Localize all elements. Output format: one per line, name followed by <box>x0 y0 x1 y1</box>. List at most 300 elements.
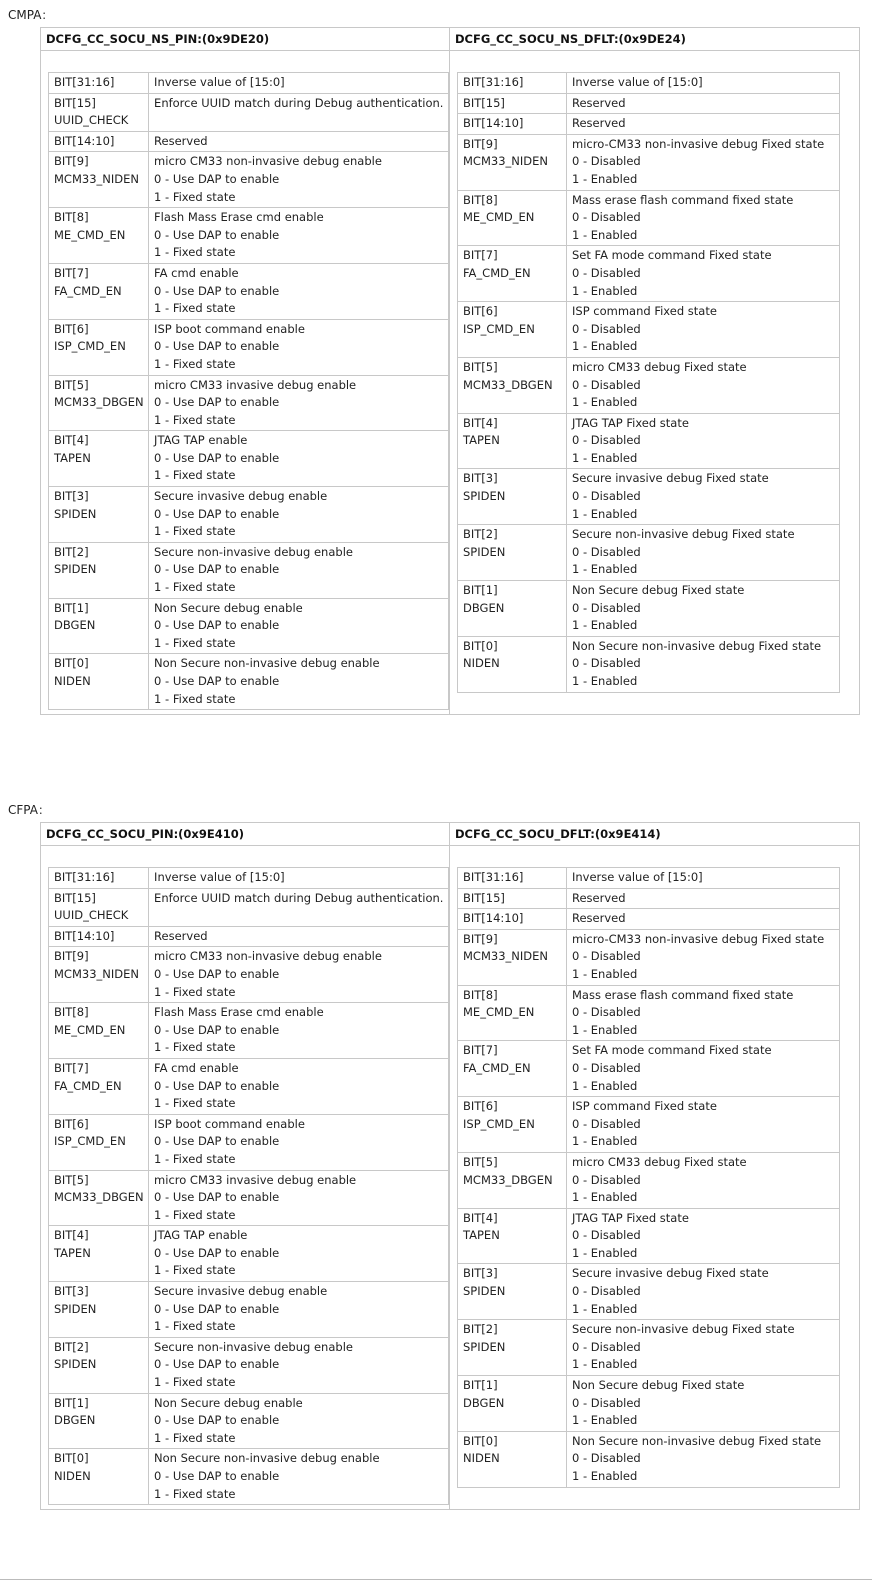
bit-name-cell <box>458 1041 567 1097</box>
bit-name-cell <box>49 1058 149 1114</box>
bit-name-line: TAPEN <box>463 433 500 448</box>
bit-description-line: 0 - Use DAP to enable <box>154 562 280 577</box>
bit-name-cell <box>49 1393 149 1449</box>
bit-row <box>49 152 449 208</box>
bit-description-line: Non Secure debug Fixed state <box>572 583 745 598</box>
bit-description-cell <box>567 1097 840 1153</box>
bit-name-line: BIT[2] <box>54 1339 89 1354</box>
bit-description-line: Inverse value of [15:0] <box>572 870 703 884</box>
bit-name-line: BIT[3] <box>463 1266 498 1281</box>
bit-description-line: 1 - Enabled <box>572 1190 638 1205</box>
bit-description-line: 1 - Enabled <box>572 1078 638 1093</box>
bit-name-cell <box>49 868 149 889</box>
bit-description-line: 0 - Use DAP to enable <box>154 395 280 410</box>
bit-row <box>458 114 840 135</box>
bit-name-line: SPIDEN <box>463 544 506 559</box>
bit-description-line: 1 - Fixed state <box>154 356 236 371</box>
bit-description-cell <box>149 1449 449 1505</box>
bit-name-line: NIDEN <box>54 674 91 688</box>
bit-description-cell <box>567 357 840 413</box>
bit-description-line: Non Secure non-invasive debug Fixed state <box>572 638 822 653</box>
bit-description-line: Inverse value of [15:0] <box>154 870 285 884</box>
bit-description-line: 1 - Enabled <box>572 339 638 354</box>
bit-name-cell <box>49 131 149 152</box>
bit-name-line: NIDEN <box>463 1451 500 1466</box>
bit-name-line: BIT[9] <box>54 154 89 169</box>
bit-name-line: BIT[31:16] <box>54 75 115 89</box>
bit-name-cell <box>458 1208 567 1264</box>
bit-description-line: 0 - Disabled <box>572 321 641 336</box>
bit-row <box>458 868 840 889</box>
bit-row <box>49 1282 449 1338</box>
bit-name-line: NIDEN <box>463 656 500 671</box>
bit-description-line: 1 - Fixed state <box>154 1040 236 1055</box>
bit-name-line: BIT[5] <box>54 377 89 392</box>
bit-description-line: 0 - Disabled <box>572 433 641 448</box>
bit-name-cell <box>458 1097 567 1153</box>
bit-name-cell <box>458 868 567 889</box>
bit-description-line: JTAG TAP Fixed state <box>572 1210 689 1225</box>
bit-name-line: BIT[2] <box>463 1322 498 1337</box>
bit-name-cell <box>458 1376 567 1432</box>
bit-name-line: BIT[4] <box>54 433 89 448</box>
bit-description-cell <box>149 1393 449 1449</box>
bit-description-line: Reserved <box>572 911 626 926</box>
bit-name-cell <box>49 1337 149 1393</box>
bit-name-cell <box>458 246 567 302</box>
bit-description-cell <box>149 888 449 926</box>
bit-name-line: BIT[14:10] <box>463 116 524 131</box>
bit-row <box>458 1041 840 1097</box>
bit-description-cell <box>149 868 449 889</box>
bit-name-line: BIT[1] <box>463 1378 498 1393</box>
bit-row <box>458 246 840 302</box>
bit-description-line: 0 - Use DAP to enable <box>154 283 280 298</box>
cmpa-register-panel <box>40 27 860 715</box>
bit-name-cell <box>458 1264 567 1320</box>
bit-description-cell <box>149 1226 449 1282</box>
bit-row <box>458 73 840 94</box>
bit-description-cell <box>149 208 449 264</box>
bit-description-line: 1 - Fixed state <box>154 301 236 316</box>
section-label-cmpa: CMPA： <box>8 8 54 22</box>
bit-description-line: 1 - Enabled <box>572 1301 638 1316</box>
bit-name-line: MCM33_NIDEN <box>54 171 139 186</box>
bit-name-line: SPIDEN <box>463 1284 506 1299</box>
bit-name-line: BIT[8] <box>463 192 498 207</box>
bit-description-line: 1 - Enabled <box>572 506 638 521</box>
bit-row <box>49 947 449 1003</box>
bit-row <box>458 985 840 1041</box>
bit-name-cell <box>458 73 567 94</box>
bit-description-line: Mass erase flash command fixed state <box>572 987 794 1002</box>
bit-description-line: Enforce UUID match during Debug authentication. <box>154 95 444 110</box>
bit-description-line: 1 - Enabled <box>572 562 638 577</box>
bit-name-line: BIT[8] <box>463 987 498 1002</box>
bit-name-cell <box>458 1320 567 1376</box>
bit-row <box>49 1170 449 1226</box>
bit-description-line: 0 - Use DAP to enable <box>154 1357 280 1372</box>
bit-description-line: 1 - Fixed state <box>154 1263 236 1278</box>
bit-description-cell <box>567 114 840 135</box>
bit-description-line: Set FA mode command Fixed state <box>572 248 772 263</box>
bit-name-line: BIT[31:16] <box>54 870 115 884</box>
bit-name-cell <box>458 909 567 930</box>
bit-description-line: 1 - Fixed state <box>154 580 236 595</box>
bit-description-cell <box>567 868 840 889</box>
bit-row <box>458 909 840 930</box>
bit-row <box>458 469 840 525</box>
bit-description-cell <box>567 1041 840 1097</box>
bit-description-line: 1 - Fixed state <box>154 189 236 204</box>
bit-description-cell <box>149 487 449 543</box>
bit-description-line: Non Secure debug Fixed state <box>572 1378 745 1393</box>
bit-description-cell <box>149 598 449 654</box>
bit-description-line: 0 - Use DAP to enable <box>154 674 280 688</box>
bit-description-line: 0 - Disabled <box>572 1284 641 1299</box>
bit-name-line: ME_CMD_EN <box>54 227 126 242</box>
bit-description-line: Reserved <box>154 928 208 943</box>
bit-name-line: BIT[1] <box>54 600 89 615</box>
bit-name-cell <box>49 208 149 264</box>
bit-description-cell <box>149 131 449 152</box>
bit-row <box>458 357 840 413</box>
bit-description-line: Non Secure non-invasive debug Fixed state <box>572 1433 822 1448</box>
cmpa-dflt-bit-table <box>457 72 840 693</box>
bit-row <box>49 131 449 152</box>
bit-row <box>49 431 449 487</box>
bit-name-line: BIT[15] <box>463 95 505 110</box>
bit-description-cell <box>149 654 449 710</box>
bit-row <box>49 598 449 654</box>
bit-description-cell <box>567 73 840 94</box>
bit-description-cell <box>149 1337 449 1393</box>
bit-description-cell <box>149 947 449 1003</box>
bit-description-line: Non Secure non-invasive debug enable <box>154 656 380 671</box>
bit-description-line: JTAG TAP enable <box>154 1228 248 1243</box>
bit-description-line: 1 - Enabled <box>572 283 638 298</box>
bit-name-line: MCM33_DBGEN <box>463 377 553 392</box>
bit-row <box>458 1431 840 1487</box>
bit-name-cell <box>49 1003 149 1059</box>
bit-description-cell <box>149 1170 449 1226</box>
cfpa-pin-bit-table <box>48 867 449 1505</box>
bit-description-line: 1 - Enabled <box>572 618 638 633</box>
bit-description-line: Secure invasive debug enable <box>154 489 328 504</box>
bit-row <box>458 929 840 985</box>
bit-name-line: NIDEN <box>54 1469 91 1483</box>
bit-name-cell <box>49 152 149 208</box>
bit-name-cell <box>49 888 149 926</box>
bit-name-line: SPIDEN <box>54 1357 97 1372</box>
cfpa-pin-column <box>41 823 450 1509</box>
bit-description-cell <box>149 926 449 947</box>
bit-name-line: BIT[6] <box>463 1099 498 1114</box>
bit-description-cell <box>149 263 449 319</box>
bit-description-cell <box>149 1058 449 1114</box>
bit-name-cell <box>49 319 149 375</box>
bit-name-line: SPIDEN <box>54 562 97 577</box>
bit-description-cell <box>567 581 840 637</box>
bit-description-line: 0 - Disabled <box>572 1172 641 1187</box>
bit-name-line: TAPEN <box>54 1245 91 1260</box>
bit-description-cell <box>567 525 840 581</box>
bottom-divider <box>0 1579 872 1580</box>
bit-name-line: BIT[7] <box>54 265 89 280</box>
bit-name-line: TAPEN <box>54 450 91 465</box>
bit-name-line: FA_CMD_EN <box>54 1078 122 1093</box>
bit-row <box>49 1393 449 1449</box>
bit-description-line: 0 - Disabled <box>572 377 641 392</box>
bit-name-cell <box>49 542 149 598</box>
bit-name-line: BIT[0] <box>463 1433 498 1448</box>
bit-description-cell <box>149 431 449 487</box>
bit-description-line: 1 - Fixed state <box>154 1151 236 1166</box>
bit-name-line: BIT[7] <box>463 248 498 263</box>
bit-description-line: Non Secure debug enable <box>154 600 303 615</box>
bit-name-line: SPIDEN <box>463 489 506 504</box>
bit-description-cell <box>567 1431 840 1487</box>
bit-row <box>458 93 840 114</box>
bit-name-line: BIT[3] <box>463 471 498 486</box>
bit-name-cell <box>458 134 567 190</box>
bit-description-cell <box>149 1114 449 1170</box>
bit-name-line: BIT[3] <box>54 1284 89 1299</box>
bit-name-line: MCM33_NIDEN <box>463 154 548 169</box>
bit-row <box>458 413 840 469</box>
cmpa-dflt-column <box>450 28 859 714</box>
bit-name-line: BIT[7] <box>54 1060 89 1075</box>
bit-description-line: 1 - Enabled <box>572 227 638 242</box>
bit-description-line: 0 - Disabled <box>572 1339 641 1354</box>
bit-description-line: 1 - Enabled <box>572 1469 638 1483</box>
bit-description-cell <box>567 302 840 358</box>
bit-description-line: 0 - Use DAP to enable <box>154 171 280 186</box>
bit-name-line: BIT[15] <box>54 95 96 110</box>
bit-row <box>458 1264 840 1320</box>
bit-description-line: micro CM33 non-invasive debug enable <box>154 154 382 169</box>
bit-name-line: DBGEN <box>463 600 505 615</box>
bit-name-line: ME_CMD_EN <box>54 1022 126 1037</box>
bit-description-line: JTAG TAP Fixed state <box>572 415 689 430</box>
bit-row <box>458 1208 840 1264</box>
bit-description-cell <box>567 93 840 114</box>
cfpa-dflt-bit-table <box>457 867 840 1488</box>
bit-name-cell <box>458 93 567 114</box>
bit-name-cell <box>49 947 149 1003</box>
bit-row <box>49 654 449 710</box>
bit-description-line: 0 - Disabled <box>572 1060 641 1075</box>
bit-description-line: 0 - Use DAP to enable <box>154 1134 280 1149</box>
bit-description-line: 1 - Enabled <box>572 674 638 688</box>
cmpa-pin-column <box>41 28 450 714</box>
bit-description-line: 0 - Use DAP to enable <box>154 966 280 981</box>
bit-description-line: 1 - Fixed state <box>154 1207 236 1222</box>
bit-name-line: BIT[5] <box>463 1154 498 1169</box>
bit-name-line: MCM33_DBGEN <box>463 1172 553 1187</box>
bit-description-line: 1 - Enabled <box>572 1357 638 1372</box>
bit-name-cell <box>458 525 567 581</box>
bit-name-line: DBGEN <box>463 1395 505 1410</box>
bit-description-line: 0 - Disabled <box>572 1116 641 1131</box>
bit-description-line: Secure non-invasive debug Fixed state <box>572 527 795 542</box>
bit-name-line: BIT[9] <box>463 136 498 151</box>
bit-row <box>49 375 449 431</box>
bit-description-cell <box>567 1208 840 1264</box>
bit-name-line: ISP_CMD_EN <box>54 1134 126 1149</box>
bit-name-line: BIT[0] <box>54 1451 89 1466</box>
bit-name-cell <box>49 1449 149 1505</box>
bit-description-cell <box>149 319 449 375</box>
bit-description-line: micro CM33 invasive debug enable <box>154 377 357 392</box>
bit-description-line: Inverse value of [15:0] <box>572 75 703 89</box>
bit-description-line: 0 - Disabled <box>572 544 641 559</box>
bit-description-line: Enforce UUID match during Debug authentication. <box>154 890 444 905</box>
bit-name-cell <box>49 73 149 94</box>
bit-name-line: BIT[1] <box>463 583 498 598</box>
bit-name-cell <box>458 357 567 413</box>
bit-description-cell <box>567 190 840 246</box>
bit-name-line: BIT[0] <box>463 638 498 653</box>
bit-description-line: 1 - Fixed state <box>154 524 236 539</box>
bit-description-cell <box>149 542 449 598</box>
bit-name-line: BIT[8] <box>54 1005 89 1020</box>
bit-description-line: Mass erase flash command fixed state <box>572 192 794 207</box>
bit-row <box>458 1152 840 1208</box>
bit-description-line: 0 - Use DAP to enable <box>154 1190 280 1205</box>
bit-name-line: ISP_CMD_EN <box>463 1116 535 1131</box>
bit-name-cell <box>458 469 567 525</box>
bit-name-line: BIT[14:10] <box>463 911 524 926</box>
bit-description-line: Inverse value of [15:0] <box>154 75 285 89</box>
bit-description-line: 0 - Use DAP to enable <box>154 1078 280 1093</box>
bit-name-line: BIT[2] <box>463 527 498 542</box>
cfpa-dflt-column <box>450 823 859 1509</box>
bit-row <box>49 208 449 264</box>
bit-description-cell <box>567 929 840 985</box>
bit-row <box>458 134 840 190</box>
bit-description-cell <box>567 909 840 930</box>
bit-description-cell <box>567 888 840 909</box>
bit-description-cell <box>567 1264 840 1320</box>
bit-description-line: 0 - Use DAP to enable <box>154 506 280 521</box>
bit-description-line: micro-CM33 non-invasive debug Fixed state <box>572 136 825 151</box>
bit-name-cell <box>49 431 149 487</box>
bit-description-line: Non Secure non-invasive debug enable <box>154 1451 380 1466</box>
bit-name-cell <box>49 93 149 131</box>
bit-description-line: Secure invasive debug enable <box>154 1284 328 1299</box>
bit-description-line: 1 - Fixed state <box>154 245 236 260</box>
bit-description-line: 0 - Disabled <box>572 1228 641 1243</box>
bit-name-line: MCM33_DBGEN <box>54 395 144 410</box>
bit-description-line: 0 - Disabled <box>572 489 641 504</box>
bit-row <box>49 263 449 319</box>
bit-name-line: BIT[31:16] <box>463 870 524 884</box>
bit-description-line: 1 - Enabled <box>572 171 638 186</box>
bit-description-line: 0 - Use DAP to enable <box>154 1301 280 1316</box>
bit-description-line: 0 - Use DAP to enable <box>154 1022 280 1037</box>
bit-description-line: 0 - Disabled <box>572 1451 641 1466</box>
bit-name-line: ME_CMD_EN <box>463 1005 535 1020</box>
cfpa-register-panel <box>40 822 860 1510</box>
bit-name-line: BIT[15] <box>463 890 505 905</box>
bit-name-line: BIT[4] <box>463 1210 498 1225</box>
bit-description-cell <box>149 1003 449 1059</box>
bit-name-cell <box>458 413 567 469</box>
bit-name-cell <box>458 114 567 135</box>
bit-description-line: ISP boot command enable <box>154 321 305 336</box>
bit-description-line: ISP boot command enable <box>154 1116 305 1131</box>
bit-name-cell <box>458 302 567 358</box>
cfpa-pin-register-title: DCFG_CC_SOCU_PIN:(0x9E410) <box>41 823 449 846</box>
bit-description-line: 0 - Disabled <box>572 265 641 280</box>
bit-description-line: 1 - Fixed state <box>154 1486 236 1501</box>
bit-description-line: 1 - Enabled <box>572 395 638 410</box>
cmpa-pin-register-title: DCFG_CC_SOCU_NS_PIN:(0x9DE20) <box>41 28 449 51</box>
bit-row <box>458 1097 840 1153</box>
bit-description-line: 0 - Disabled <box>572 210 641 225</box>
bit-description-line: 1 - Fixed state <box>154 1096 236 1111</box>
bit-name-cell <box>49 1170 149 1226</box>
bit-description-line: Secure invasive debug Fixed state <box>572 471 769 486</box>
bit-name-cell <box>49 375 149 431</box>
bit-name-line: BIT[15] <box>54 890 96 905</box>
bit-description-line: 1 - Fixed state <box>154 635 236 650</box>
bit-name-line: DBGEN <box>54 1413 96 1428</box>
bit-description-line: 1 - Fixed state <box>154 1430 236 1445</box>
bit-description-line: 0 - Use DAP to enable <box>154 227 280 242</box>
bit-name-line: ISP_CMD_EN <box>463 321 535 336</box>
bit-description-line: Flash Mass Erase cmd enable <box>154 210 324 225</box>
bit-name-line: TAPEN <box>463 1228 500 1243</box>
bit-name-cell <box>458 888 567 909</box>
bit-row <box>458 1320 840 1376</box>
bit-description-line: Reserved <box>572 116 626 131</box>
bit-name-cell <box>458 636 567 692</box>
bit-description-cell <box>149 152 449 208</box>
bit-row <box>49 93 449 131</box>
bit-row <box>49 1226 449 1282</box>
bit-description-line: ISP command Fixed state <box>572 304 717 319</box>
bit-name-line: BIT[8] <box>54 210 89 225</box>
bit-description-line: Secure non-invasive debug enable <box>154 544 353 559</box>
bit-description-line: 0 - Use DAP to enable <box>154 1469 280 1483</box>
bit-description-cell <box>567 469 840 525</box>
bit-description-line: Secure non-invasive debug enable <box>154 1339 353 1354</box>
bit-name-cell <box>458 581 567 637</box>
bit-description-line: FA cmd enable <box>154 265 239 280</box>
bit-description-line: Reserved <box>572 95 626 110</box>
bit-description-line: 1 - Enabled <box>572 1413 638 1428</box>
bit-description-line: 0 - Use DAP to enable <box>154 450 280 465</box>
bit-name-line: BIT[4] <box>54 1228 89 1243</box>
bit-name-line: FA_CMD_EN <box>463 265 531 280</box>
bit-name-line: MCM33_DBGEN <box>54 1190 144 1205</box>
bit-row <box>49 868 449 889</box>
bit-row <box>458 888 840 909</box>
bit-description-line: 0 - Use DAP to enable <box>154 1413 280 1428</box>
bit-row <box>458 1376 840 1432</box>
bit-row <box>458 190 840 246</box>
bit-description-cell <box>149 73 449 94</box>
bit-row <box>49 888 449 926</box>
bit-name-line: UUID_CHECK <box>54 908 129 923</box>
bit-name-line: MCM33_NIDEN <box>463 949 548 964</box>
bit-description-cell <box>567 413 840 469</box>
bit-name-line: BIT[4] <box>463 415 498 430</box>
bit-name-line: BIT[31:16] <box>463 75 524 89</box>
bit-name-line: SPIDEN <box>463 1339 506 1354</box>
